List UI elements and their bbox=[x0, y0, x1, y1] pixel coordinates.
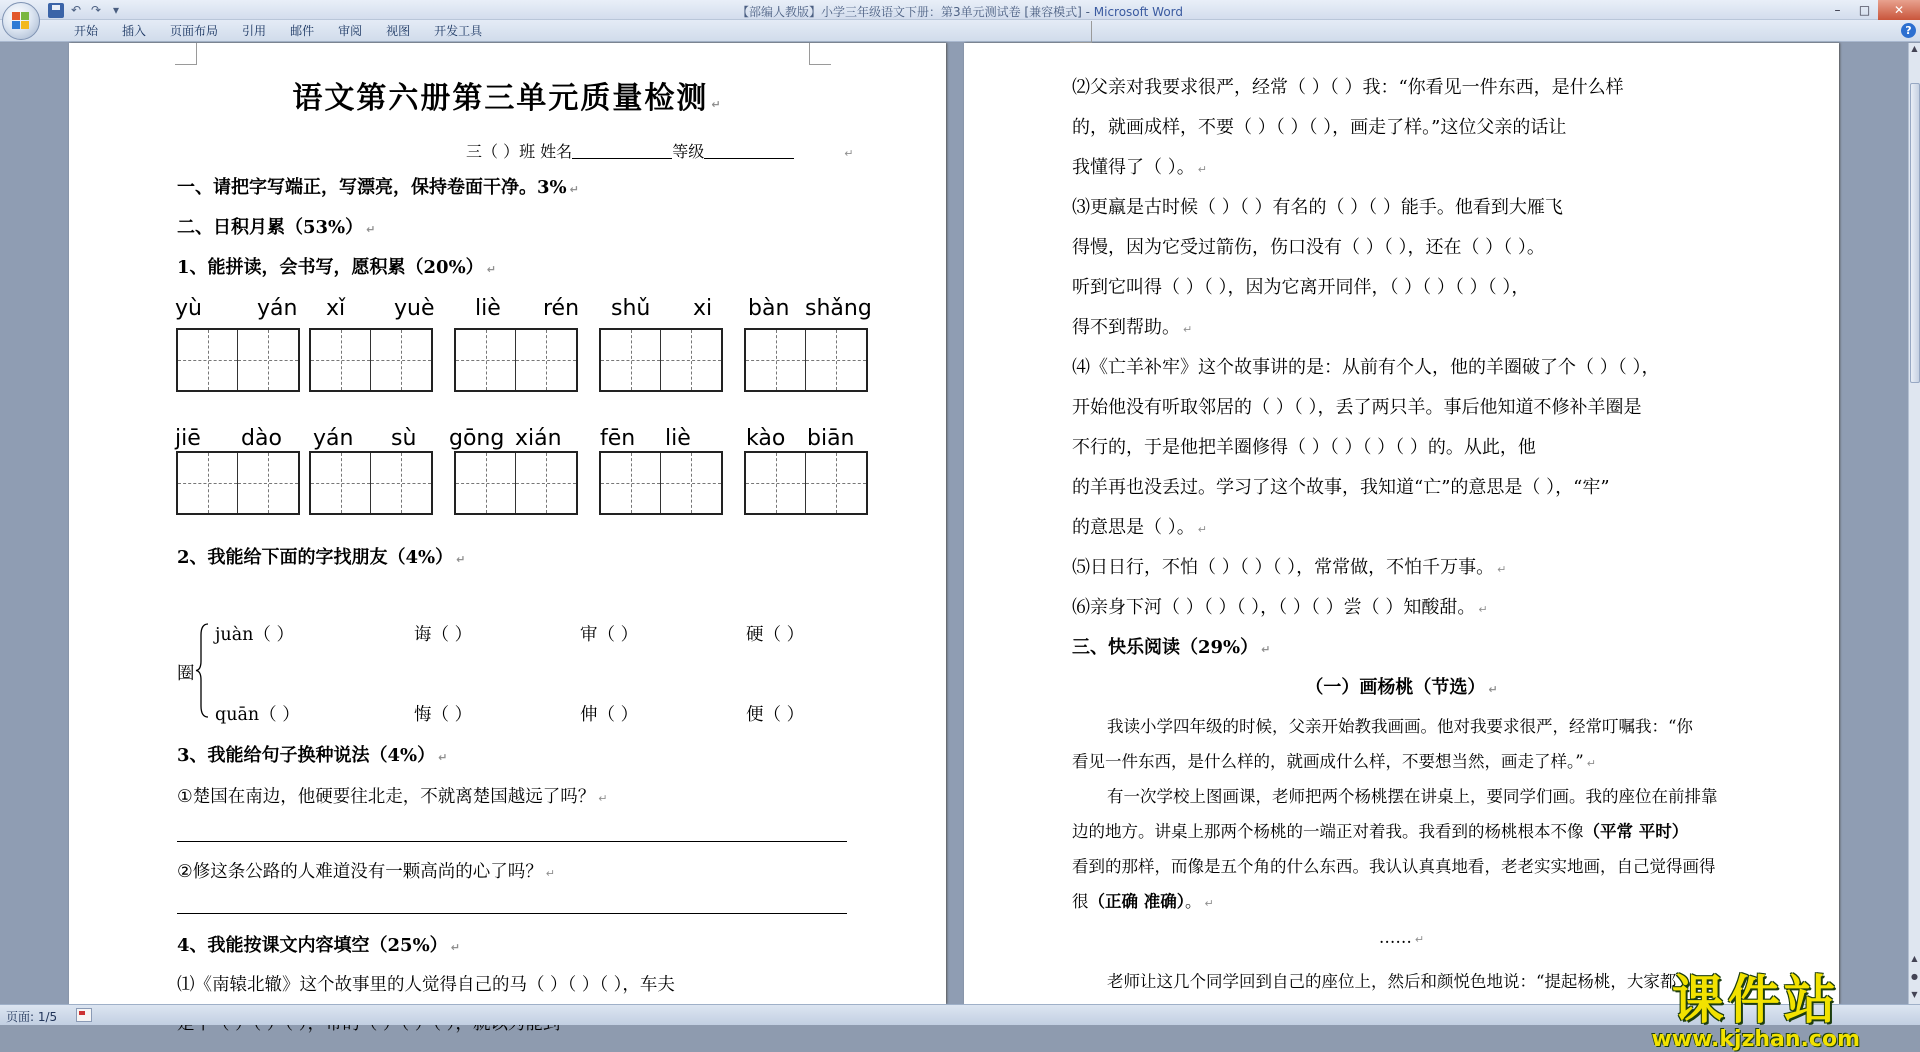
previous-page-icon[interactable]: ▲ bbox=[1911, 954, 1918, 963]
fill-line: ⑷《亡羊补牢》这个故事讲的是：从前有个人，他的羊圈破了个（ ）（ ）， bbox=[1072, 357, 1660, 378]
writing-grid[interactable] bbox=[744, 328, 868, 392]
undo-icon[interactable]: ↶ bbox=[70, 2, 82, 17]
title-bar bbox=[0, 0, 1920, 20]
pinyin: gōng bbox=[449, 426, 505, 451]
writing-grid[interactable] bbox=[309, 451, 433, 515]
tab-home[interactable]: 开始 bbox=[74, 24, 99, 38]
brace-character: 圈 bbox=[177, 664, 195, 684]
fill-line: 开始他没有听取邻居的（ ）（ ），丢了两只羊。事后他知道不修补羊圈是 bbox=[1072, 397, 1642, 418]
name-blank[interactable] bbox=[572, 143, 672, 159]
passage-line: 边的地方。讲桌上那两个杨桃的一端正对着我。我看到的杨桃根本不像（平常 平时） bbox=[1072, 822, 1689, 841]
crop-mark bbox=[809, 43, 831, 65]
help-icon[interactable]: ? bbox=[1901, 23, 1916, 38]
page-right[interactable] bbox=[964, 43, 1839, 1004]
pinyin: liè bbox=[475, 296, 501, 321]
pinyin: yán bbox=[313, 426, 354, 451]
passage-line: 老师让这几个同学回到自己的座位上，然后和颜悦色地说：“提起杨桃，大家都 bbox=[1107, 972, 1677, 991]
tab-review[interactable]: 审阅 bbox=[338, 24, 363, 38]
section-1-heading: 一、请把字写端正，写漂亮，保持卷面干净。3% ↵ bbox=[177, 177, 579, 198]
minimize-button[interactable]: – bbox=[1834, 3, 1841, 17]
question-2-2-heading: 2、我能给下面的字找朋友（4%） ↵ bbox=[177, 547, 466, 568]
pinyin: rén bbox=[543, 296, 580, 321]
ribbon-tabs bbox=[62, 20, 494, 42]
fill-line: 我懂得了（ ）。 ↵ bbox=[1072, 157, 1207, 178]
writing-grid[interactable] bbox=[599, 328, 723, 392]
fill-line: 的，就画成样，不要（ ）（ ）（ ），画走了样。”这位父亲的话让 bbox=[1072, 117, 1567, 138]
proofing-icon[interactable] bbox=[76, 1008, 92, 1022]
section-2-heading: 二、日积月累（53%） ↵ bbox=[177, 217, 376, 238]
brace-icon bbox=[195, 623, 209, 718]
tab-insert[interactable]: 插入 bbox=[122, 24, 147, 38]
pinyin: liè bbox=[665, 426, 691, 451]
writing-grid[interactable] bbox=[599, 451, 723, 515]
pinyin: fēn bbox=[600, 426, 636, 451]
friend-item: 审（ ） bbox=[580, 625, 639, 645]
passage-line: 我读小学四年级的时候，父亲开始教我画画。他对我要求很严，经常叮嘱我：“你 bbox=[1107, 717, 1693, 736]
tab-view[interactable]: 视图 bbox=[386, 24, 411, 38]
fill-line: ⑹亲身下河（ ）（ ）（ ），（ ）（ ）尝（ ）知酸甜。 ↵ bbox=[1072, 597, 1488, 618]
ribbon bbox=[0, 20, 1920, 42]
writing-grid[interactable] bbox=[309, 328, 433, 392]
tab-references[interactable]: 引用 bbox=[242, 24, 267, 38]
pinyin: shǎng bbox=[805, 296, 872, 321]
friend-item: 诲（ ） bbox=[414, 625, 473, 645]
fill-line: 不行的，于是他把羊圈修得（ ）（ ）（ ）（ ）的。从此，他 bbox=[1072, 437, 1536, 458]
grade-blank[interactable] bbox=[704, 143, 794, 159]
fill-line: ⑶更羸是古时候（ ）（ ）有名的（ ）（ ）能手。他看到大雁飞 bbox=[1072, 197, 1563, 218]
writing-grid[interactable] bbox=[454, 451, 578, 515]
pinyin: dào bbox=[241, 426, 282, 451]
pinyin: jiē bbox=[175, 426, 201, 451]
next-page-icon[interactable]: ▼ bbox=[1911, 990, 1918, 999]
fill-line: ⑴《南辕北辙》这个故事里的人觉得自己的马（ ）（ ）（ ），车夫 bbox=[177, 975, 675, 995]
question-2-1-heading: 1、能拼读，会书写，愿积累（20%） ↵ bbox=[177, 257, 496, 278]
ellipsis: …… ↵ bbox=[1378, 928, 1425, 947]
office-logo-icon bbox=[12, 12, 30, 30]
pinyin: yán bbox=[257, 296, 298, 321]
browse-object-icon[interactable]: ● bbox=[1911, 972, 1918, 981]
pinyin: xi bbox=[693, 296, 713, 321]
friend-item: 便（ ） bbox=[746, 705, 805, 725]
pinyin: xǐ bbox=[326, 296, 346, 321]
friend-item: 硬（ ） bbox=[746, 625, 805, 645]
vertical-scrollbar[interactable] bbox=[1908, 43, 1920, 1004]
pinyin: xián bbox=[515, 426, 562, 451]
class-name-line: 三（ ）班 姓名 等级 ↵ bbox=[466, 142, 854, 161]
question-2-3-heading: 3、我能给句子换种说法（4%） ↵ bbox=[177, 745, 448, 766]
friend-item: 伸（ ） bbox=[580, 705, 639, 725]
friend-item: quān（ ） bbox=[215, 705, 300, 725]
status-bar bbox=[0, 1004, 1920, 1025]
section-3-heading: 三、快乐阅读（29%） ↵ bbox=[1072, 637, 1271, 658]
sentence-1: ①楚国在南边，他硬要往北走，不就离楚国越远了吗？ ↵ bbox=[177, 787, 608, 807]
page-left[interactable] bbox=[69, 43, 946, 1004]
passage-line: 有一次学校上图画课，老师把两个杨桃摆在讲桌上，要同学们画。我的座位在前排靠 bbox=[1107, 787, 1718, 806]
watermark-logo: 课件站 www.kjzhan.com bbox=[1651, 971, 1860, 1052]
fill-line: 得不到帮助。 ↵ bbox=[1072, 317, 1193, 338]
friend-item: juàn（ ） bbox=[215, 625, 294, 645]
redo-icon[interactable]: ↷ bbox=[90, 2, 102, 17]
answer-line[interactable] bbox=[177, 841, 847, 842]
app-name: Microsoft Word bbox=[1093, 5, 1184, 19]
fill-line: 听到它叫得（ ）（ ），因为它离开同伴，（ ）（ ）（ ）（ ）， bbox=[1072, 277, 1530, 298]
writing-grid[interactable] bbox=[454, 328, 578, 392]
writing-grid[interactable] bbox=[176, 451, 300, 515]
tab-developer[interactable]: 开发工具 bbox=[434, 24, 483, 38]
pinyin: biān bbox=[807, 426, 855, 451]
window-controls bbox=[1824, 0, 1920, 20]
exam-title: 语文第六册第三单元质量检测 ↵ bbox=[292, 81, 723, 116]
scrollbar-thumb[interactable] bbox=[1910, 83, 1920, 383]
tab-mailings[interactable]: 邮件 bbox=[290, 24, 315, 38]
maximize-button[interactable]: □ bbox=[1858, 3, 1871, 17]
window-title bbox=[0, 3, 1920, 20]
answer-line[interactable] bbox=[177, 913, 847, 914]
pinyin: yù bbox=[175, 296, 202, 321]
customize-qat-icon[interactable]: ▾ bbox=[112, 2, 120, 17]
writing-grid[interactable] bbox=[176, 328, 300, 392]
friend-item: 悔（ ） bbox=[414, 705, 473, 725]
fill-line: 得慢，因为它受过箭伤，伤口没有（ ）（ ），还在（ ）（ ）。 bbox=[1072, 237, 1545, 258]
crop-mark bbox=[175, 43, 197, 65]
pinyin: bàn bbox=[748, 296, 790, 321]
pinyin: kào bbox=[746, 426, 786, 451]
office-button[interactable] bbox=[2, 2, 40, 40]
passage-title: （一）画杨桃（节选） ↵ bbox=[1305, 677, 1498, 698]
close-button[interactable]: ✕ bbox=[1878, 0, 1920, 20]
writing-grid[interactable] bbox=[744, 451, 868, 515]
passage-line: 看见一件东西，是什么样的，就画成什么样，不要想当然，画走了样。” ↵ bbox=[1072, 752, 1596, 771]
fill-line: 的羊再也没丢过。学习了这个故事，我知道“亡”的意思是（ ），“牢” bbox=[1072, 477, 1610, 498]
page-count[interactable]: 页面: 1/5 bbox=[6, 1010, 58, 1024]
passage-line: 很（正确 准确）。 ↵ bbox=[1072, 892, 1214, 911]
fill-line: 的意思是（ ）。 ↵ bbox=[1072, 517, 1207, 538]
scroll-up-icon[interactable]: ▲ bbox=[1911, 44, 1918, 53]
tab-page-layout[interactable]: 页面布局 bbox=[170, 24, 219, 38]
fill-line: ⑵父亲对我要求很严，经常（ ）（ ）我：“你看见一件东西，是什么样 bbox=[1072, 77, 1624, 98]
pinyin: shǔ bbox=[611, 296, 651, 321]
question-2-4-heading: 4、我能按课文内容填空（25%） ↵ bbox=[177, 935, 460, 956]
passage-line: 看到的那样，而像是五个角的什么东西。我认认真真地看，老老实实地画，自己觉得画得 bbox=[1072, 857, 1716, 876]
pinyin: yuè bbox=[394, 296, 435, 321]
fill-line: ⑸日日行，不怕（ ）（ ）（ ），常常做，不怕千万事。 ↵ bbox=[1072, 557, 1507, 578]
sentence-2: ②修这条公路的人难道没有一颗高尚的心了吗？ ↵ bbox=[177, 862, 555, 882]
document-name: 【部编人教版】小学三年级语文下册：第3单元测试卷 [兼容模式] - bbox=[736, 5, 1094, 19]
crop-mark bbox=[1070, 21, 1092, 43]
pinyin: sù bbox=[391, 426, 417, 451]
